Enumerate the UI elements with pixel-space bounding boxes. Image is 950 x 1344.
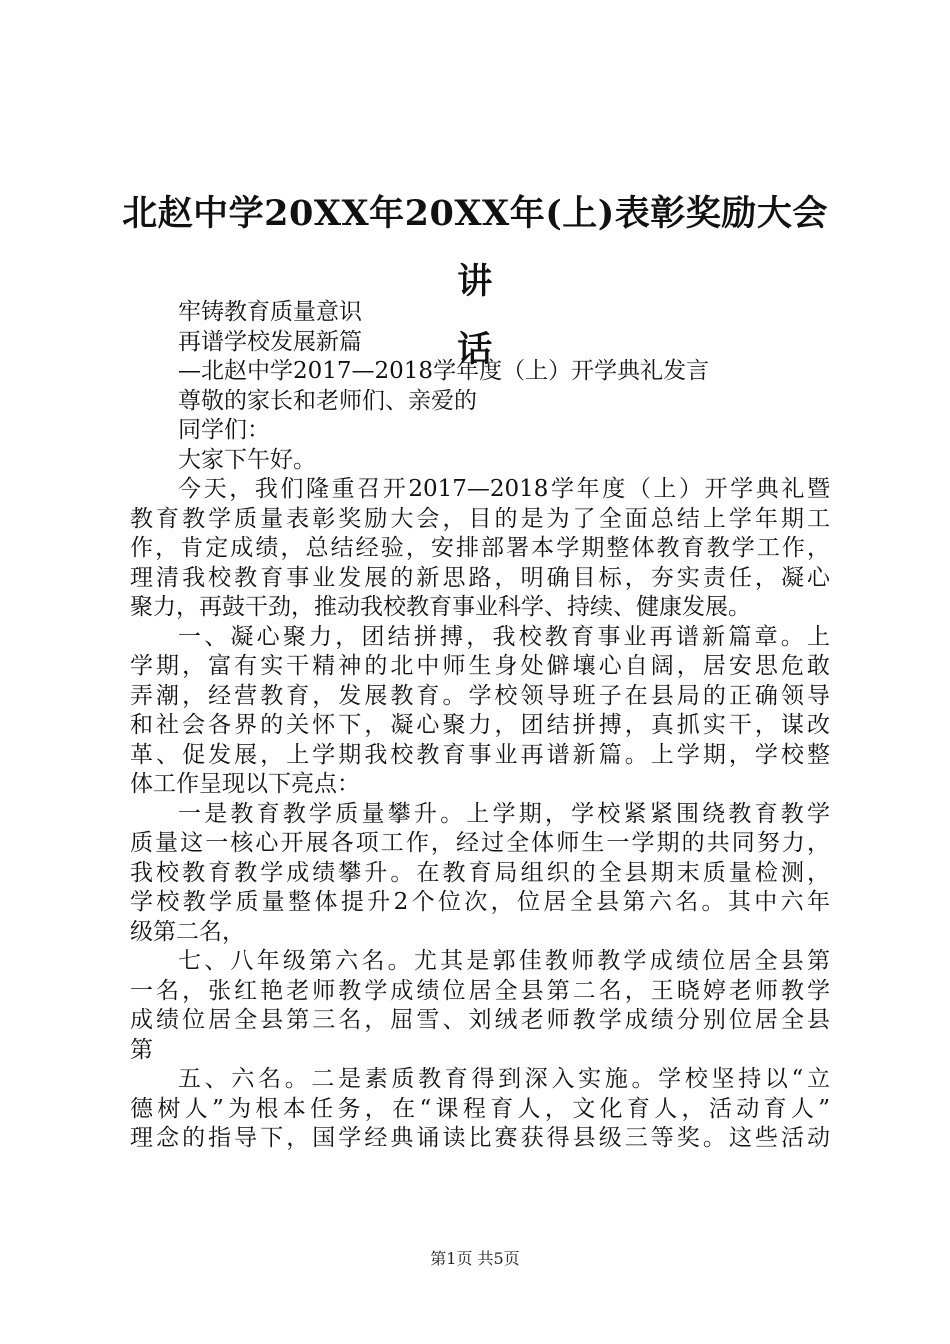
text-line: 和社会各界的关怀下，凝心聚力，团结拼搏，真抓实干，谋改 (130, 712, 830, 738)
document-body (130, 298, 830, 1154)
text-line: 大家下午好。 (178, 446, 316, 473)
text-line: 一、凝心聚力，团结拼搏，我校教育事业再谱新篇章。上 (178, 623, 830, 650)
text-line: 学校教学质量整体提升2个位次，位居全县第六名。其中六年 (130, 889, 830, 915)
text-line: 理清我校教育事业发展的新思路，明确目标，夯实责任，凝心 (130, 564, 830, 591)
text-line: 七、八年级第六名。尤其是郭佳教师教学成绩位居全县第 (178, 948, 830, 974)
text-line: 弄潮，经营教育，发展教育。学校领导班子在县局的正确领导 (130, 682, 830, 709)
text-line: 教育教学质量表彰奖励大会，目的是为了全面总结上学年期工 (130, 505, 830, 532)
text-line: 同学们： (178, 417, 270, 443)
text-line: 牢铸教育质量意识 (178, 299, 362, 325)
text-line: 我校教育教学成绩攀升。在教育局组织的全县期末质量检测， (130, 859, 830, 886)
text-line: 一是教育教学质量攀升。上学期，学校紧紧围绕教育教学 (178, 800, 830, 827)
text-line: 一名，张红艳老师教学成绩位居全县第二名，王晓婷老师教学 (130, 977, 830, 1004)
text-line: 体工作呈现以下亮点： (130, 771, 360, 797)
text-line: 学期，富有实干精神的北中师生身处僻壤心自阔，居安思危敢 (130, 653, 830, 679)
text-line: 今天，我们隆重召开2017—2018学年度（上）开学典礼暨 (178, 476, 830, 502)
text-line: 五、六名。二是素质教育得到深入实施。学校坚持以“立 (178, 1066, 830, 1092)
page-footer: 第1页 共5页 (430, 1249, 520, 1268)
text-line: —北赵中学2017—2018学年度（上）开学典礼发言 (178, 358, 710, 384)
text-line: 成绩位居全县第三名，屈雪、刘绒老师教学成绩分别位居全县 (130, 1007, 830, 1033)
text-line: 质量这一核心开展各项工作，经过全体师生一学期的共同努力， (130, 830, 830, 856)
title-line-1: 北赵中学20XX年20XX年(上)表彰奖励大会讲 (122, 193, 828, 302)
text-line: 理念的指导下，国学经典诵读比赛获得县级三等奖。这些活动 (130, 1125, 830, 1151)
text-line: 级第二名， (130, 918, 245, 945)
text-line: 聚力，再鼓干劲，推动我校教育事业科学、持续、健康发展。 (130, 594, 751, 620)
text-line: 革、促发展，上学期我校教育事业再谱新篇。上学期，学校整 (130, 741, 830, 768)
text-line: 再谱学校发展新篇 (178, 328, 362, 355)
text-line: 第 (130, 1036, 153, 1063)
text-line: 德树人”为根本任务，在“课程育人，文化育人，活动育人” (130, 1095, 830, 1122)
text-line: 尊敬的家长和老师们、亲爱的 (178, 387, 477, 414)
title-line-2: 话 (457, 329, 493, 370)
text-line: 作，肯定成绩，总结经验，安排部署本学期整体教育教学工作， (130, 535, 830, 561)
